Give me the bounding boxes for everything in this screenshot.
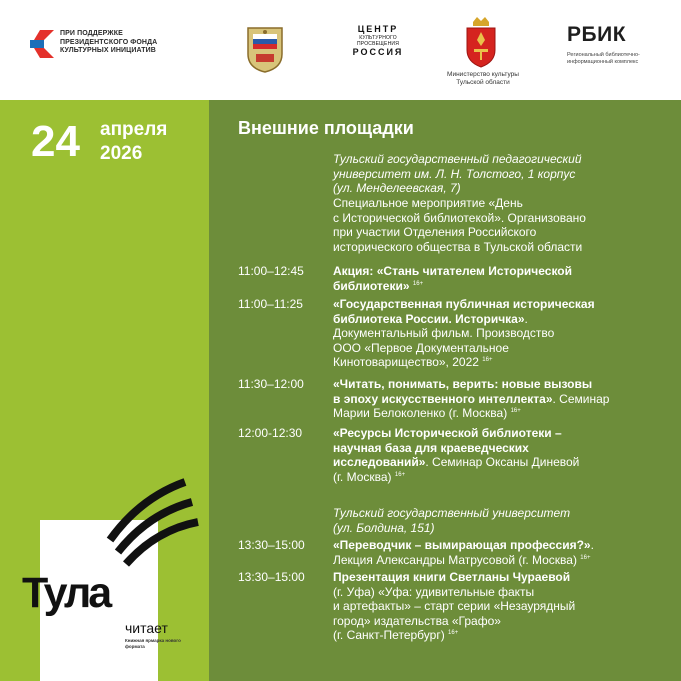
special-line-1: Специальное мероприятие «День [333, 196, 523, 210]
event-title-tail: . [590, 538, 594, 552]
event-title-tail: . [524, 311, 528, 326]
date-month: апреля [100, 119, 168, 140]
special-line-3: при участии Отделения Российского [333, 225, 537, 240]
event-title-line: исследований» [333, 455, 426, 470]
venue-1-line-3: (ул. Менделеевская, 7) [333, 181, 461, 196]
venue-1-line-2: университет им. Л. Н. Толстого, 1 корпус [333, 166, 576, 181]
event-detail-line: город» издательства «Графо» [333, 613, 501, 628]
event-time: 13:30–15:00 [238, 538, 305, 552]
rbik-logo [567, 24, 659, 66]
event-title-line: «Ресурсы Исторической библиотеки – [333, 426, 562, 440]
venue-1-special [333, 196, 633, 254]
event-description [333, 570, 633, 643]
pfki-line-2: ПРЕЗИДЕНТСКОГО ФОНДА [60, 38, 158, 46]
library-emblem-icon [242, 24, 288, 74]
event-detail-line: Документальный фильм. Производство [333, 326, 555, 341]
ministry-line-1: Министерство культуры [447, 71, 519, 78]
event-description [333, 426, 633, 484]
venue-1-address [333, 152, 633, 196]
tula-crest-icon [463, 16, 499, 68]
age-rating: 16+ [412, 280, 424, 287]
header [0, 0, 681, 100]
event-title-line: библиотеки» [333, 278, 410, 293]
special-line-2: с Исторической библиотекой». Организовано [333, 210, 586, 225]
pfki-text [60, 30, 157, 56]
center-line-3: РОССИЯ [352, 47, 404, 57]
event-description [333, 297, 633, 370]
event-time: 11:00–11:25 [238, 297, 303, 311]
event-detail-line: Кинотоварищество», 2022 [333, 355, 479, 370]
center-line-1: ЦЕНТР [357, 24, 399, 34]
event-detail-line: и артефакты» – старт серии «Незаурядный [333, 599, 576, 614]
age-rating: 16+ [394, 471, 406, 478]
age-rating: 16+ [448, 630, 459, 637]
rbik-sub-line-1: Региональный библиотечно- [567, 52, 640, 58]
age-rating: 16+ [482, 357, 493, 364]
pfki-line-1: ПРИ ПОДДЕРЖКЕ [60, 30, 123, 37]
event-time: 12:00-12:30 [238, 426, 303, 440]
event-detail-line: (г. Москва) [333, 469, 392, 484]
pfki-logo [30, 28, 190, 62]
ministry-caption [438, 71, 528, 87]
logo-note-text: Книжная ярмарка нового формата [125, 638, 181, 649]
venue-2-line-2: (ул. Болдина, 151) [333, 520, 435, 535]
age-rating: 16+ [580, 554, 591, 561]
event-title-line: «Государственная публичная историческая [333, 297, 595, 311]
venue-1-line-1: Тульский государственный педагогический [333, 152, 582, 166]
logo-sub-text: читает [125, 620, 168, 636]
event-detail-line: (г. Уфа) «Уфа: удивительные факты [333, 584, 535, 599]
event-title-tail: . Семинар [552, 391, 610, 406]
event-description [333, 377, 633, 421]
event-title-line: научная база для краеведческих [333, 440, 529, 455]
event-description [333, 538, 633, 567]
event-time: 11:30–12:00 [238, 377, 304, 391]
section-title: Внешние площадки [238, 118, 414, 138]
logo-main-text: Тула [22, 569, 110, 617]
special-line-4: исторического общества в Тульской области [333, 239, 583, 254]
rbik-subtitle [567, 52, 659, 66]
rbik-title: РБИК [567, 23, 627, 46]
center-logo [352, 24, 404, 58]
ministry-line-2: Тульской области [456, 79, 510, 86]
event-detail-line: Марии Белоколенко (г. Москва) [333, 406, 508, 421]
age-rating: 16+ [510, 408, 521, 415]
event-title-tail: . Семинар Оксаны Диневой [425, 455, 580, 470]
event-title-line: Презентация книги Светланы Чураевой [333, 570, 571, 584]
pfki-mark-icon [30, 30, 54, 58]
rbik-sub-line-2: информационный комплекс [567, 59, 639, 65]
date-year: 2026 [100, 143, 143, 164]
event-title-line: в эпоху искусственного интеллекта» [333, 391, 553, 406]
event-title-line: библиотека России. Историчка» [333, 311, 525, 326]
pfki-line-3: КУЛЬТУРНЫХ ИНИЦИАТИВ [60, 47, 156, 55]
event-time: 11:00–12:45 [238, 264, 304, 278]
event-title-line: «Переводчик – вымирающая профессия?» [333, 538, 591, 552]
event-title-line: «Читать, понимать, верить: новые вызовы [333, 377, 593, 391]
event-title-line: Акция: «Стань читателем Исторической [333, 264, 573, 278]
venue-2-line-1: Тульский государственный университет [333, 506, 571, 520]
date-day: 24 [31, 117, 80, 166]
venue-2-address [333, 506, 633, 535]
event-detail-line: ООО «Первое Документальное [333, 340, 509, 355]
event-description [333, 264, 633, 293]
center-line-2: КУЛЬТУРНОГО ПРОСВЕЩЕНИЯ [356, 35, 400, 47]
event-detail-line: Лекция Александры Матрусовой (г. Москва) [333, 552, 577, 567]
event-detail-line: (г. Санкт-Петербург) [333, 628, 445, 643]
event-time: 13:30–15:00 [238, 570, 305, 584]
